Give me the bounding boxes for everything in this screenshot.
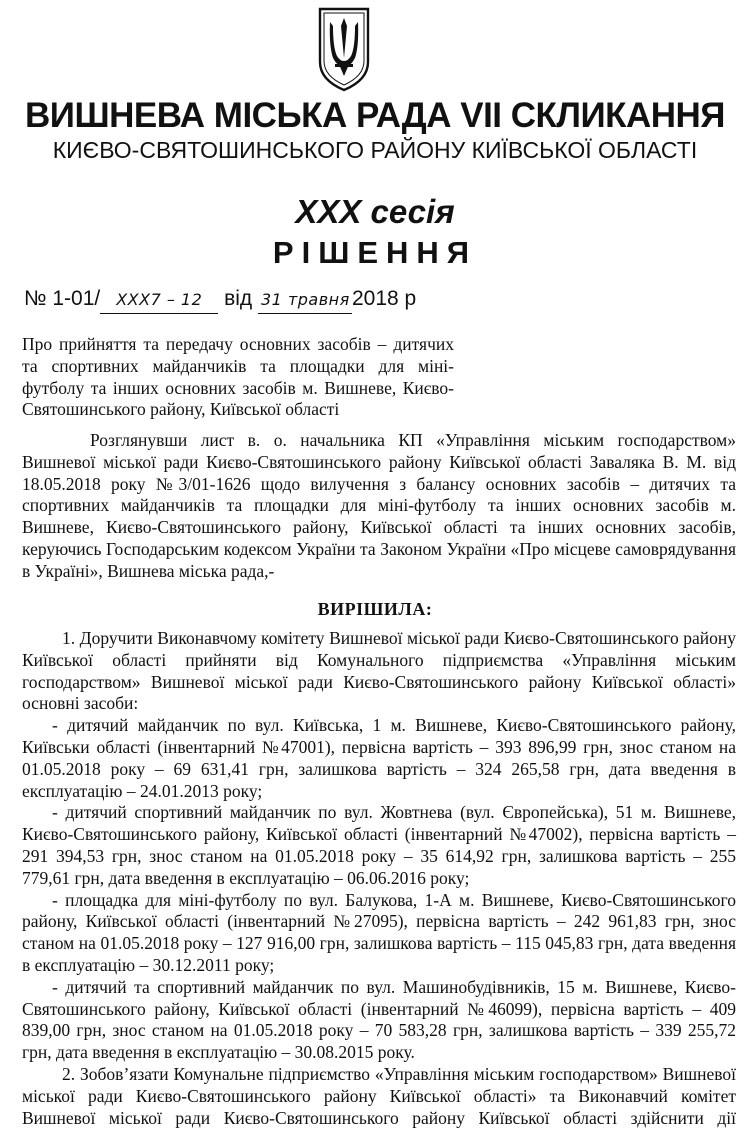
preamble-paragraph: Розглянувши лист в. о. начальника КП «Управління міським господарством» Вишневої міської ради Києво-Святошинського району Київської області Заваляка В. М. від 18.05.2018 року №3/01-1626 щодо вилучення з балансу основних засобів – дитячих та спортивних майданчиків та площадки для міні-футболу та інших основних засобів м. Вишневе, Києво-Святошинського району, Київської області та інших основних засобів, керуючись Господарським кодексом України та Законом України «Про місцеве самоврядування в Україні», Вишнева міська рада,- xyxy=(22,430,736,581)
handwritten-date: 31 травня xyxy=(258,287,352,314)
council-name: ВИШНЕВА МІСЬКА РАДА VII СКЛИКАННЯ xyxy=(25,96,725,135)
trident-coat-of-arms-icon xyxy=(317,6,371,92)
item-2-paragraph: 2. Зобов’язати Комунальне підприємство «Управління міським господарством» Вишневої міської ради Києво-Святошинського району Київської області» та Виконавчий комітет Вишневої міської ради Києво-Святошинського району Київської області здійснити дії xyxy=(22,1063,736,1128)
document-type: РІШЕННЯ xyxy=(272,235,478,270)
decision-year: 2018 р xyxy=(352,287,417,310)
asset-item: - площадка для міні-футболу по вул. Балукова, 1-А м. Вишневе, Києво-Святошинського району, Київської області (інвентарний №27095), первісна вартість – 242 961,83 грн, знос станом на 01.05.2018 року – 127 916,00 грн, залишкова вартість – 115 045,83 грн, дата введення в експлуатацію – 30.12.2011 року; xyxy=(22,889,736,975)
district-name: КИЄВО-СВЯТОШИНСЬКОГО РАЙОНУ КИЇВСЬКОЇ ОБЛАСТІ xyxy=(52,137,698,163)
date-prefix: від xyxy=(224,287,253,310)
resolved-heading: ВИРІШИЛА: xyxy=(317,599,433,619)
session-title: XXX сесія xyxy=(295,193,455,230)
decision-number-line xyxy=(24,286,416,314)
item-1-paragraph: 1. Доручити Виконавчому комітету Вишневої міської ради Києво-Святошинського району Київської області прийняти від Комунального підприємства «Управління міським господарством» Вишневої міської ради Києво-Святошинського району Київської області» основні засоби: xyxy=(22,628,736,714)
decision-subject: Про прийняття та передачу основних засобів – дитячих та спортивних майданчиків та площадки для міні-футболу та інших основних засобів м. Вишневе, Києво-Святошинського району, Київської області xyxy=(22,334,454,420)
preamble-block xyxy=(22,430,736,583)
asset-item: - дитячий спортивний майданчик по вул. Жовтнева (вул. Європейська), 51 м. Вишневе, Києво-Святошинського району, Київської області (інвентарний №47002), первісна вартість – 291 394,53 грн, знос станом на 01.05.2018 року – 35 614,92 грн, залишкова вартість – 255 779,61 грн, дата введення в експлуатацію – 06.06.2016 року; xyxy=(22,802,736,888)
resolution-items xyxy=(22,628,736,1129)
number-prefix: № 1-01/ xyxy=(24,287,101,310)
asset-item: - дитячий та спортивний майданчик по вул. Машинобудівників, 15 м. Вишневе, Києво-Святошинського району, Київської області (інвентарний №46099), первісна вартість – 409 839,00 грн, знос станом на 01.05.2018 року – 70 583,28 грн, залишкова вартість – 339 255,72 грн, дата введення в експлуатацію – 30.08.2015 року. xyxy=(22,976,736,1063)
handwritten-number: XXX7 – 12 xyxy=(100,287,218,314)
asset-item: - дитячий майданчик по вул. Київська, 1 м. Вишневе, Києво-Святошинського району, Київськи області (інвентарний №47001), первісна вартість – 393 896,99 грн, знос станом на 01.05.2018 року – 69 631,41 грн, залишкова вартість – 324 265,58 грн, дата введення в експлуатацію – 24.01.2013 року; xyxy=(22,715,736,801)
